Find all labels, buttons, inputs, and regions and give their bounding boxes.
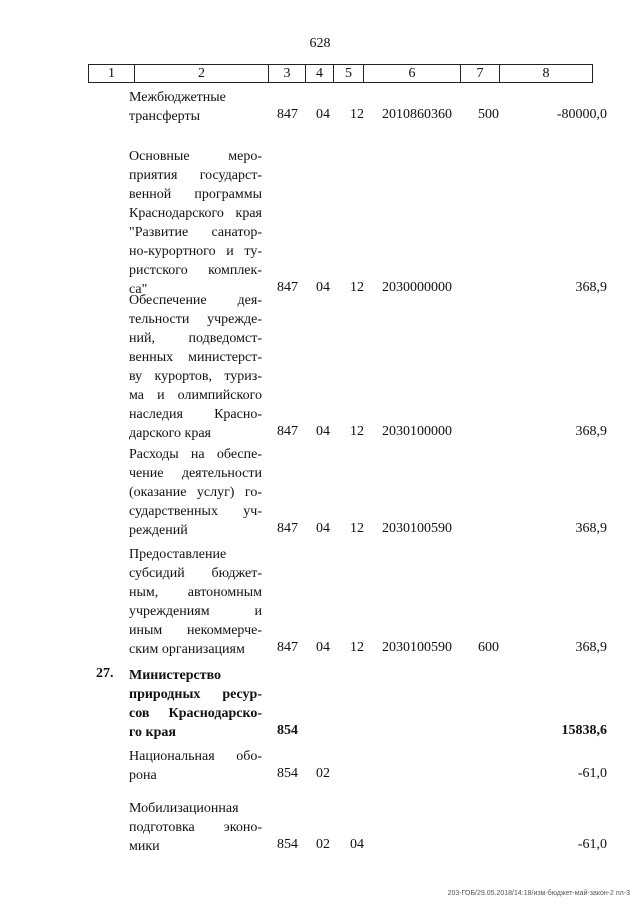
amount: 368,9	[575, 424, 607, 439]
description-line: сов Краснодарско-	[129, 706, 262, 721]
description-line: мики	[129, 839, 160, 854]
subsection-code: 12	[350, 424, 364, 439]
expense-type-code: 500	[478, 107, 499, 122]
ministry-code: 854	[277, 766, 298, 781]
description-line: ным, автономным	[129, 585, 262, 600]
section-code: 04	[316, 521, 330, 536]
column-number-5: 5	[334, 65, 364, 83]
amount: -61,0	[577, 766, 607, 781]
target-article-code: 2030100590	[382, 640, 452, 655]
description-line: Мобилизационная	[129, 801, 239, 816]
column-number-1: 1	[89, 65, 135, 83]
amount: -80000,0	[556, 107, 607, 122]
description-line: сударственных уч-	[129, 504, 262, 519]
description-line: венных министерст-	[129, 350, 262, 365]
description-line: приятия государст-	[129, 168, 262, 183]
description-line: Краснодарского края	[129, 206, 262, 221]
subsection-code: 12	[350, 280, 364, 295]
column-number-2: 2	[135, 65, 269, 83]
description-line: ма и олимпийского	[129, 388, 262, 403]
description-line: Министерство	[129, 668, 222, 683]
page-number: 628	[309, 36, 331, 51]
subsection-code: 04	[350, 837, 364, 852]
target-article-code: 2030000000	[382, 280, 452, 295]
column-number-8: 8	[500, 65, 593, 83]
column-number-3: 3	[269, 65, 306, 83]
section-code: 04	[316, 280, 330, 295]
description-line: Основные меро-	[129, 149, 262, 164]
description-line: Межбюджетные	[129, 90, 226, 105]
subsection-code: 12	[350, 640, 364, 655]
description-line: Расходы на обеспе-	[129, 447, 262, 462]
section-code: 04	[316, 424, 330, 439]
ministry-code: 847	[277, 107, 298, 122]
row-description	[129, 291, 262, 443]
description-line: ским организациям	[129, 642, 245, 657]
description-line: чение деятельности	[129, 466, 262, 481]
description-line: ристского комплек-	[129, 263, 262, 278]
amount: 368,9	[575, 280, 607, 295]
ministry-code: 847	[277, 280, 298, 295]
description-line: ний, подведомст-	[129, 331, 262, 346]
description-line: Предоставление	[129, 547, 227, 562]
description-line: рона	[129, 768, 157, 783]
description-line: "Развитие санатор-	[129, 225, 262, 240]
description-line: природных ресур-	[129, 687, 262, 702]
description-line: иным некоммерче-	[129, 623, 262, 638]
row-description	[129, 445, 262, 540]
row-description	[129, 666, 262, 742]
row-description	[129, 799, 262, 856]
section-code: 04	[316, 107, 330, 122]
row-number: 27.	[96, 666, 114, 681]
section-code: 04	[316, 640, 330, 655]
description-line: подготовка эконо-	[129, 820, 262, 835]
column-number-6: 6	[364, 65, 461, 83]
target-article-code: 2030100590	[382, 521, 452, 536]
ministry-code: 854	[277, 723, 298, 738]
description-line: го края	[129, 725, 176, 740]
column-number-7: 7	[461, 65, 500, 83]
section-code: 02	[316, 837, 330, 852]
subsection-code: 12	[350, 107, 364, 122]
description-line: но-курортного и ту-	[129, 244, 262, 259]
description-line: Национальная обо-	[129, 749, 262, 764]
column-header-row	[88, 64, 593, 83]
ministry-code: 847	[277, 521, 298, 536]
document-footer-code: 203-ГОБ/29.05.2018/14:18/изм-бюджет-май-закон-2 пл-3	[447, 890, 630, 897]
target-article-code: 2030100000	[382, 424, 452, 439]
row-description	[129, 88, 262, 126]
description-line: трансферты	[129, 109, 201, 124]
amount: 15838,6	[561, 723, 607, 738]
description-line: са"	[129, 282, 148, 297]
row-description	[129, 747, 262, 785]
amount: 368,9	[575, 640, 607, 655]
ministry-code: 854	[277, 837, 298, 852]
amount: 368,9	[575, 521, 607, 536]
description-line: тельности учрежде-	[129, 312, 262, 327]
description-line: субсидий бюджет-	[129, 566, 262, 581]
target-article-code: 2010860360	[382, 107, 452, 122]
description-line: наследия Красно-	[129, 407, 262, 422]
description-line: Обеспечение дея-	[129, 293, 262, 308]
description-line: дарского края	[129, 426, 211, 441]
ministry-code: 847	[277, 424, 298, 439]
column-number-4: 4	[306, 65, 334, 83]
expense-type-code: 600	[478, 640, 499, 655]
row-description	[129, 545, 262, 659]
subsection-code: 12	[350, 521, 364, 536]
description-line: венной программы	[129, 187, 262, 202]
section-code: 02	[316, 766, 330, 781]
description-line: учреждениям и	[129, 604, 262, 619]
description-line: реждений	[129, 523, 188, 538]
description-line: (оказание услуг) го-	[129, 485, 262, 500]
description-line: ву курортов, туриз-	[129, 369, 262, 384]
ministry-code: 847	[277, 640, 298, 655]
amount: -61,0	[577, 837, 607, 852]
row-description	[129, 147, 262, 299]
